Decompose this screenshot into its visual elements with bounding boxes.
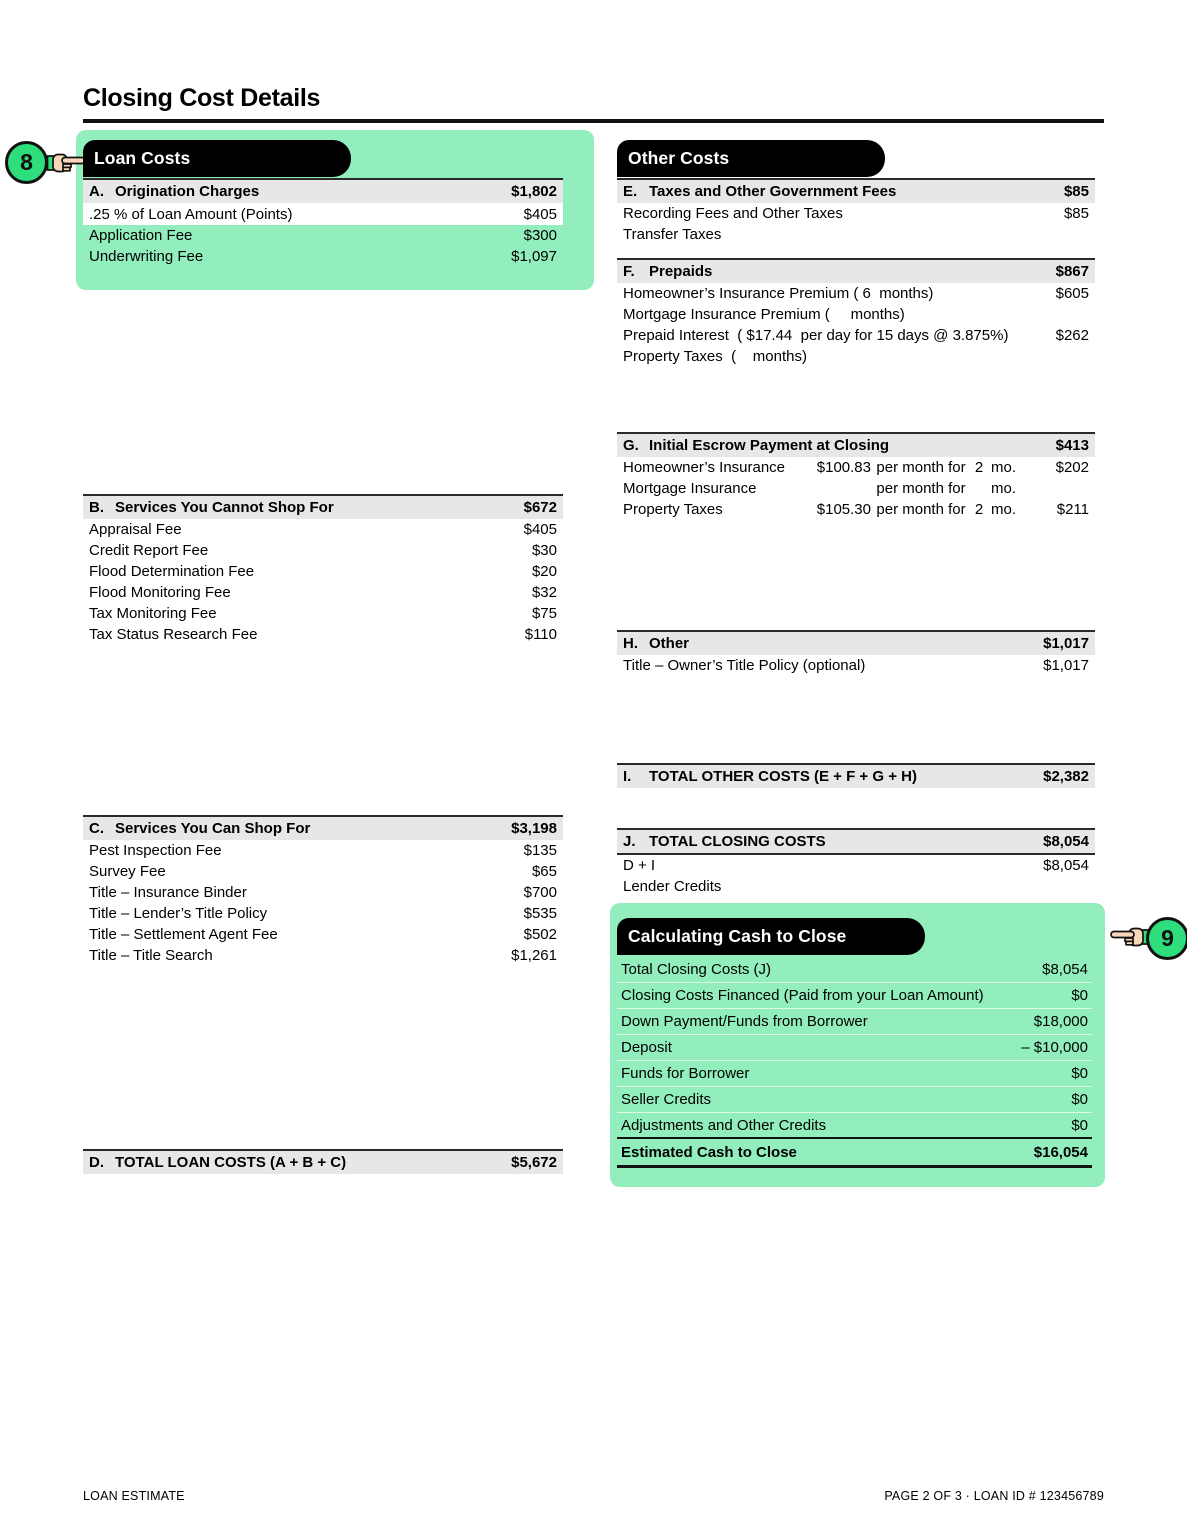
escrow-row [617, 478, 1095, 499]
cash-label: Closing Costs Financed (Paid from your Loan Amount) [621, 987, 984, 1004]
section-c-header [83, 815, 563, 840]
fee-row [83, 225, 563, 246]
step-9-number: 9 [1161, 925, 1174, 951]
escrow-months: 2 [974, 501, 984, 518]
fee-row [617, 346, 1095, 367]
section-title: Other [649, 635, 690, 652]
fee-row [83, 924, 563, 945]
fee-label: .25 % of Loan Amount (Points) [89, 205, 293, 223]
section-letter: D. [89, 1154, 104, 1171]
fee-row [83, 861, 563, 882]
fee-row [617, 655, 1095, 676]
cash-label: Total Closing Costs (J) [621, 961, 772, 978]
section-h-header [617, 630, 1095, 655]
cash-row [617, 1009, 1092, 1035]
cash-row [617, 983, 1092, 1009]
fee-label: Title – Owner’s Title Policy (optional) [623, 657, 866, 674]
cash-amount: $0 [1071, 1091, 1088, 1108]
escrow-row [617, 457, 1095, 478]
fee-label: Title – Settlement Agent Fee [89, 926, 278, 943]
escrow-amount: $202 [1055, 459, 1089, 476]
fee-label: Transfer Taxes [623, 226, 722, 243]
loan-costs-tab-label: Loan Costs [94, 148, 191, 168]
footer-page-and-loan-id: PAGE 2 OF 3 · LOAN ID # 123456789 [884, 1489, 1104, 1503]
fee-amount: $1,017 [1043, 657, 1089, 674]
section-letter: A. [89, 183, 104, 200]
fee-row [83, 561, 563, 582]
cash-amount: $18,000 [1033, 1013, 1088, 1030]
fee-label: Lender Credits [623, 878, 722, 895]
section-letter: I. [623, 768, 632, 785]
section-total: $672 [523, 499, 557, 516]
step-8-number: 8 [20, 149, 33, 175]
fee-amount: $20 [531, 563, 557, 580]
section-g-header [617, 432, 1095, 457]
escrow-months: 2 [974, 459, 984, 476]
escrow-mo-label: mo. [991, 480, 1017, 497]
loan-costs-tab [83, 140, 351, 177]
other-costs-tab-label: Other Costs [628, 148, 730, 168]
fee-label: Tax Status Research Fee [89, 626, 258, 643]
fee-amount: $502 [523, 926, 557, 943]
fee-row [617, 203, 1095, 224]
title-rule [83, 119, 1104, 123]
cash-amount: $0 [1071, 1116, 1088, 1134]
fee-row [83, 540, 563, 561]
cash-to-close-tab [617, 918, 925, 955]
section-e-taxes-government-fees [617, 178, 1095, 245]
fee-amount: $405 [523, 521, 557, 538]
section-letter: F. [623, 263, 635, 280]
section-title: TOTAL OTHER COSTS (E + F + G + H) [649, 768, 917, 785]
fee-row [617, 283, 1095, 304]
section-letter: J. [623, 833, 636, 850]
section-title: Services You Cannot Shop For [115, 499, 334, 516]
section-j-header [617, 828, 1095, 855]
section-letter: E. [623, 183, 638, 200]
section-title: Services You Can Shop For [115, 820, 311, 837]
section-total: $1,017 [1043, 635, 1089, 652]
section-a-header [83, 178, 563, 203]
escrow-amount: $211 [1056, 501, 1089, 518]
cash-amount: $0 [1071, 987, 1088, 1004]
cash-row [617, 1113, 1092, 1139]
section-title: Initial Escrow Payment at Closing [649, 437, 890, 454]
escrow-per-text: per month for [876, 501, 966, 518]
section-title: TOTAL CLOSING COSTS [649, 833, 826, 850]
fee-row [83, 203, 563, 225]
section-total: $413 [1055, 437, 1089, 454]
fee-label: Property Taxes ( months) [623, 348, 807, 365]
pointing-hand-left-icon [1108, 921, 1150, 953]
section-f-header [617, 258, 1095, 283]
fee-amount: $1,261 [511, 947, 557, 964]
fee-row [83, 582, 563, 603]
fee-amount: $110 [524, 626, 557, 643]
fee-label: Tax Monitoring Fee [89, 605, 217, 622]
fee-row [617, 325, 1095, 346]
fee-amount: $85 [1063, 205, 1089, 222]
fee-amount: $135 [523, 842, 557, 859]
section-b-header [83, 494, 563, 519]
fee-amount: $405 [523, 205, 557, 223]
fee-label: Credit Report Fee [89, 542, 209, 559]
fee-amount: $32 [531, 584, 557, 601]
fee-amount: $30 [531, 542, 557, 559]
section-total: $2,382 [1043, 768, 1089, 785]
fee-row [83, 840, 563, 861]
section-j-total-closing-costs [617, 828, 1095, 897]
fee-amount: $8,054 [1043, 857, 1089, 874]
cash-row [617, 1035, 1092, 1061]
section-a-origination-charges [83, 178, 563, 267]
section-letter: G. [623, 437, 639, 454]
estimated-cash-to-close-row [617, 1139, 1092, 1168]
fee-amount: $75 [531, 605, 557, 622]
section-total: $867 [1055, 263, 1089, 280]
cash-amount: $8,054 [1042, 961, 1088, 978]
section-title: Prepaids [649, 263, 713, 280]
section-letter: H. [623, 635, 638, 652]
fee-amount: $65 [531, 863, 557, 880]
cash-row [617, 1061, 1092, 1087]
cash-amount: $0 [1071, 1065, 1088, 1082]
fee-amount: $605 [1055, 285, 1089, 302]
section-total: $8,054 [1043, 833, 1089, 850]
step-8-badge [5, 141, 48, 184]
section-total: $5,672 [511, 1154, 557, 1171]
cash-to-close-tab-label: Calculating Cash to Close [628, 926, 847, 946]
section-total: $3,198 [511, 820, 557, 837]
fee-label: Flood Determination Fee [89, 563, 255, 580]
section-letter: B. [89, 499, 104, 516]
section-i-total-other-costs [617, 763, 1095, 788]
fee-label: Title – Title Search [89, 947, 213, 964]
fee-amount: $1,097 [511, 248, 557, 265]
step-9-badge [1146, 917, 1187, 960]
fee-label: D + I [623, 857, 656, 874]
fee-amount: $700 [523, 884, 557, 901]
section-g-initial-escrow [617, 432, 1095, 520]
fee-amount: $300 [523, 227, 557, 244]
pointing-hand-right-icon [46, 147, 88, 179]
cash-row [617, 1087, 1092, 1113]
escrow-row [617, 499, 1095, 520]
fee-amount: $535 [523, 905, 557, 922]
section-letter: C. [89, 820, 104, 837]
escrow-per-text: per month for [876, 459, 966, 476]
page-footer [83, 1489, 1104, 1503]
section-title: Origination Charges [115, 183, 260, 200]
section-f-prepaids [617, 258, 1095, 367]
fee-row [83, 246, 563, 267]
cash-label: Funds for Borrower [621, 1065, 750, 1082]
escrow-label: Mortgage Insurance [623, 480, 757, 497]
fee-label: Pest Inspection Fee [89, 842, 222, 859]
section-total: $85 [1063, 183, 1089, 200]
section-i-header [617, 763, 1095, 788]
escrow-label: Property Taxes [623, 501, 723, 518]
fee-label: Appraisal Fee [89, 521, 182, 538]
fee-label: Recording Fees and Other Taxes [623, 205, 843, 222]
fee-label: Application Fee [89, 227, 193, 244]
section-b-services-cannot-shop [83, 494, 563, 645]
fee-row [617, 855, 1095, 876]
escrow-label: Homeowner’s Insurance [623, 459, 786, 476]
fee-row [617, 224, 1095, 245]
fee-row [83, 624, 563, 645]
fee-label: Underwriting Fee [89, 248, 204, 265]
footer-document-type: LOAN ESTIMATE [83, 1489, 185, 1503]
section-c-services-can-shop [83, 815, 563, 966]
section-d-total-loan-costs [83, 1149, 563, 1174]
escrow-per-text: per month for [876, 480, 966, 497]
cash-to-close-table [617, 957, 1092, 1168]
fee-label: Survey Fee [89, 863, 166, 880]
escrow-mo-label: mo. [991, 459, 1017, 476]
section-e-header [617, 178, 1095, 203]
cash-label: Down Payment/Funds from Borrower [621, 1013, 868, 1030]
cash-amount: – $10,000 [1021, 1039, 1088, 1056]
fee-amount: $262 [1055, 327, 1089, 344]
cash-label: Deposit [621, 1039, 672, 1056]
cash-total-label: Estimated Cash to Close [621, 1143, 797, 1161]
fee-row [83, 882, 563, 903]
section-title: Taxes and Other Government Fees [649, 183, 897, 200]
page-title: Closing Cost Details [83, 84, 321, 112]
fee-row [83, 519, 563, 540]
other-costs-tab [617, 140, 885, 177]
escrow-rate: $105.30 [816, 501, 871, 518]
fee-row [83, 945, 563, 966]
escrow-mo-label: mo. [991, 501, 1017, 518]
fee-row [617, 876, 1095, 897]
fee-label: Prepaid Interest ( $17.44 per day for 15 days @ 3.875%) [623, 327, 1009, 344]
fee-label: Flood Monitoring Fee [89, 584, 231, 601]
fee-label: Title – Lender’s Title Policy [89, 905, 268, 922]
cash-total-amount: $16,054 [1033, 1143, 1088, 1161]
fee-row [617, 304, 1095, 325]
fee-label: Mortgage Insurance Premium ( months) [623, 306, 905, 323]
section-d-header [83, 1149, 563, 1174]
section-total: $1,802 [511, 183, 557, 200]
fee-label: Title – Insurance Binder [89, 884, 247, 901]
section-title: TOTAL LOAN COSTS (A + B + C) [115, 1154, 347, 1171]
section-h-other [617, 630, 1095, 676]
cash-row [617, 957, 1092, 983]
cash-label: Seller Credits [621, 1091, 712, 1108]
fee-label: Homeowner’s Insurance Premium ( 6 months) [623, 285, 934, 302]
fee-row [83, 903, 563, 924]
escrow-rate: $100.83 [816, 459, 871, 476]
fee-row [83, 603, 563, 624]
cash-label: Adjustments and Other Credits [621, 1116, 827, 1134]
